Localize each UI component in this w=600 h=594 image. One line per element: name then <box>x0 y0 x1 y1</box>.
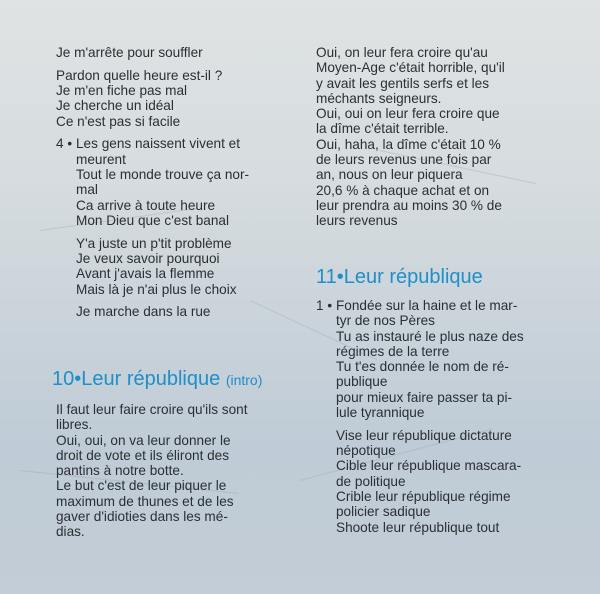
lyric-line: leur prendra au moins 30 % de <box>316 197 502 213</box>
lyric-line: droit de vote et ils éliront des <box>56 447 230 463</box>
lyric-line: Mon Dieu que c'est banal <box>76 212 229 228</box>
lyric-line: Y'a juste un p'tit problème <box>76 235 232 251</box>
lyric-line: maximum de thunes et de les <box>56 493 234 509</box>
lyric-line: lule tyrannique <box>336 405 425 421</box>
lyric-line: Je m'arrête pour souffler <box>56 45 203 60</box>
lyric-line: Mais là je n'ai plus le choix <box>76 281 237 297</box>
lyric-line: Oui, oui on leur fera croire que <box>316 106 500 122</box>
lyric-line: Crible leur république régime <box>336 489 511 505</box>
lyric-line: népotique <box>336 443 396 459</box>
lyric-line: Avant j'avais la flemme <box>76 266 215 282</box>
section-11-heading: 11•Leur république <box>316 266 483 288</box>
lyric-line: leurs revenus <box>316 213 398 229</box>
section-10-heading-note: (intro) <box>225 372 263 388</box>
lyric-line: Oui, on leur fera croire qu'au <box>316 45 488 60</box>
lyric-line: méchants seigneurs. <box>316 90 442 106</box>
lyric-line: pour mieux faire passer ta pi- <box>336 389 513 405</box>
section-10-text <box>56 402 296 540</box>
lyric-line: an, nous on leur piquera <box>316 167 463 183</box>
section-10-heading: 10•Leur république (intro) <box>52 368 263 390</box>
lyric-line: Ca arrive à toute heure <box>76 197 216 213</box>
lyric-line: gaver d'idioties dans les mé- <box>56 509 228 525</box>
lyric-line: meurent <box>76 151 126 167</box>
lyric-line: de politique <box>336 473 406 489</box>
verse-number: 1 • <box>316 298 333 313</box>
lyric-line: Je cherche un idéal <box>56 98 174 114</box>
lyric-line: tyr de nos Pères <box>336 313 435 329</box>
lyric-line: Shoote leur république tout <box>336 519 500 535</box>
lyric-line: policier sadique <box>336 504 431 520</box>
lyric-line: mal <box>76 182 98 198</box>
lyric-line: Je marche dans la rue <box>76 304 211 320</box>
lyric-line: Moyen-Age c'était horrible, qu'il <box>316 60 505 76</box>
left-column <box>56 45 296 320</box>
lyric-line: Tu t'es donnée le nom de ré- <box>336 359 509 375</box>
verse-1-first-line: 1 • Fondée sur la haine et le mar- <box>316 298 518 313</box>
lyric-line: pantins à notre botte. <box>56 463 184 479</box>
lyric-line: Le but c'est de leur piquer le <box>56 478 227 494</box>
lyric-line: Vise leur république dictature <box>336 427 512 443</box>
right-column <box>316 45 566 229</box>
lyric-line: Tu as instauré le plus naze des <box>336 328 524 344</box>
verse-4-first-line: 4 • Les gens naissent vivent et <box>56 136 240 152</box>
section-11-text <box>316 298 566 535</box>
lyric-line: Tout le monde trouve ça nor- <box>76 167 250 183</box>
lyric-line: dias. <box>56 524 85 540</box>
lyric-line: Il faut leur faire croire qu'ils sont <box>56 402 248 417</box>
lyric-line: Ce n'est pas si facile <box>56 113 181 129</box>
lyric-line: de leurs revenus une fois par <box>316 152 492 168</box>
lyric-line: Cible leur république mascara- <box>336 458 522 474</box>
lyric-line: Oui, oui, on va leur donner le <box>56 432 231 448</box>
lyric-line: la dîme c'était terrible. <box>316 121 449 137</box>
lyric-line: Oui, haha, la dîme c'était 10 % <box>316 136 501 152</box>
lyric-line: 20,6 % à chaque achat et on <box>316 182 490 198</box>
verse-number: 4 • <box>56 136 73 152</box>
lyric-line: y avait les gentils serfs et les <box>316 75 490 91</box>
lyric-line: régimes de la terre <box>336 343 450 359</box>
lyric-line: publique <box>336 374 388 390</box>
lyric-line: Pardon quelle heure est-il ? <box>56 67 223 83</box>
lyric-line: Je veux savoir pourquoi <box>76 251 220 267</box>
lyric-line: Je m'en fiche pas mal <box>56 83 188 99</box>
lyric-line: libres. <box>56 417 93 433</box>
